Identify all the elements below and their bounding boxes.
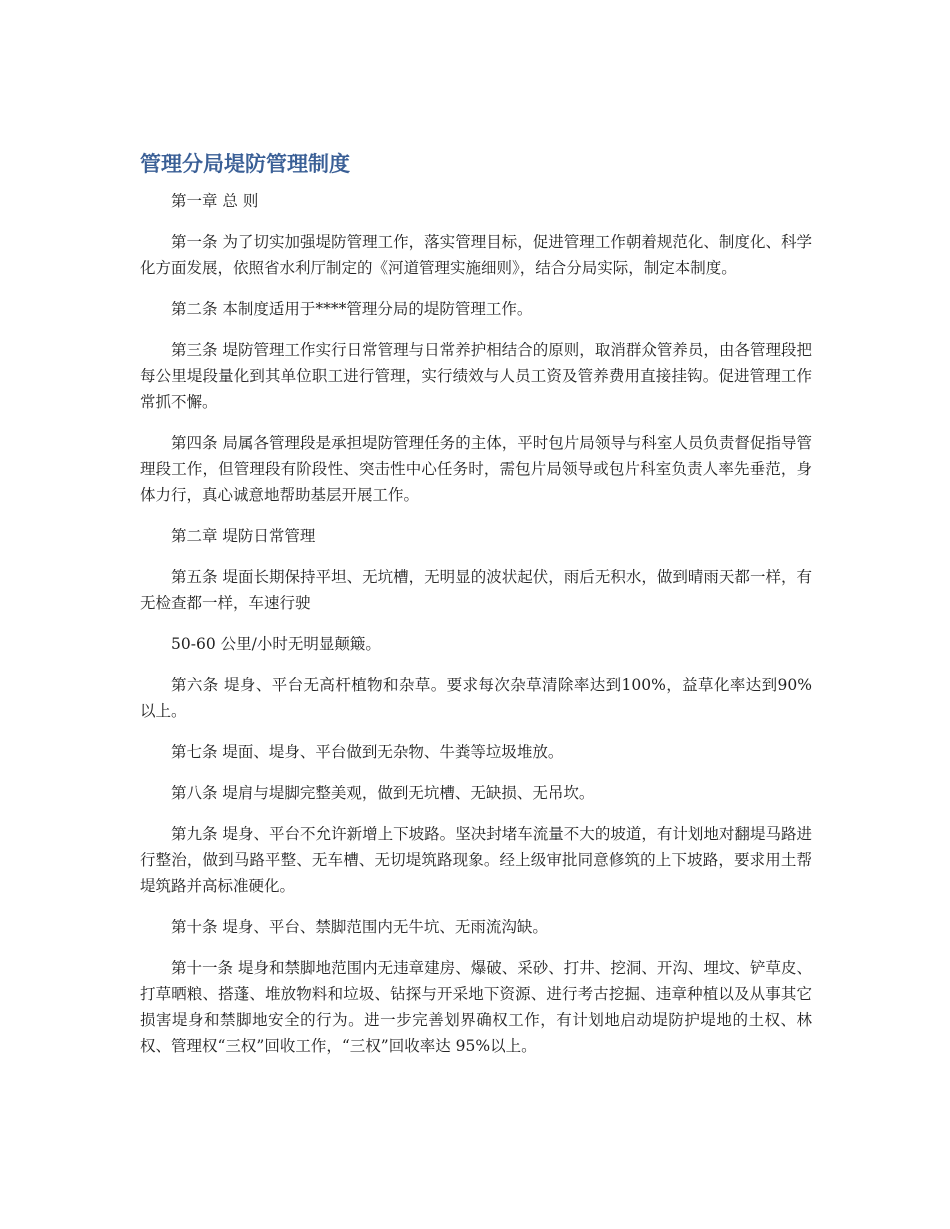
article-8: 第八条 堤肩与堤脚完整美观，做到无坑槽、无缺损、无吊坎。 — [171, 784, 595, 802]
article-4: 第四条 局属各管理段是承担堤防管理任务的主体，平时包片局领导与科室人员负责督促指导管理段工作，但管理段有阶段性、突击性中心任务时，需包片局领导或包片科室负责人率先垂范，身体力行，真心诚意地帮助基层开展工作。 — [140, 434, 812, 504]
article-3: 第三条 堤防管理工作实行日常管理与日常养护相结合的原则，取消群众管养员，由各管理段把每公里堤段量化到其单位职工进行管理，实行绩效与人员工资及管养费用直接挂钩。促进管理工作常抓不懈。 — [140, 341, 812, 411]
article-2: 第二条 本制度适用于****管理分局的堤防管理工作。 — [171, 300, 533, 318]
article-5-continued: 50-60 公里/小时无明显颠簸。 — [171, 635, 381, 653]
article-11: 第十一条 堤身和禁脚地范围内无违章建房、爆破、采砂、打井、挖洞、开沟、埋坟、铲草皮、打草晒粮、搭蓬、堆放物料和垃圾、钻探与开采地下资源、进行考古挖掘、违章种植以及从事其它损害堤身和禁脚地安全的行为。进一步完善划界确权工作，有计划地启动堤防护堤地的土权、林权、管理权“三权”回收工作，“三权”回收率达 95%以上。 — [140, 959, 812, 1055]
article-10: 第十条 堤身、平台、禁脚范围内无牛坑、无雨流沟缺。 — [171, 918, 548, 936]
article-1: 第一条 为了切实加强堤防管理工作，落实管理目标，促进管理工作朝着规范化、制度化、科学化方面发展，依照省水利厅制定的《河道管理实施细则》，结合分局实际，制定本制度。 — [140, 233, 812, 277]
chapter-2-heading: 第二章 堤防日常管理 — [171, 527, 316, 545]
document-page — [140, 150, 812, 1074]
article-9: 第九条 堤身、平台不允许新增上下坡路。坚决封堵车流量不大的坡道，有计划地对翻堤马路进行整治，做到马路平整、无车槽、无切堤筑路现象。经上级审批同意修筑的上下坡路，要求用土帮堤筑路并高标准硬化。 — [140, 825, 812, 895]
article-7: 第七条 堤面、堤身、平台做到无杂物、牛粪等垃圾堆放。 — [171, 743, 564, 761]
article-5: 第五条 堤面长期保持平坦、无坑槽，无明显的波状起伏，雨后无积水，做到晴雨天都一样，有无检查都一样，车速行驶 — [140, 568, 812, 612]
document-title: 管理分局堤防管理制度 — [140, 152, 350, 176]
article-6: 第六条 堤身、平台无高杆植物和杂草。要求每次杂草清除率达到100%，益草化率达到90%以上。 — [140, 676, 812, 720]
chapter-1-heading: 第一章 总 则 — [171, 192, 259, 210]
